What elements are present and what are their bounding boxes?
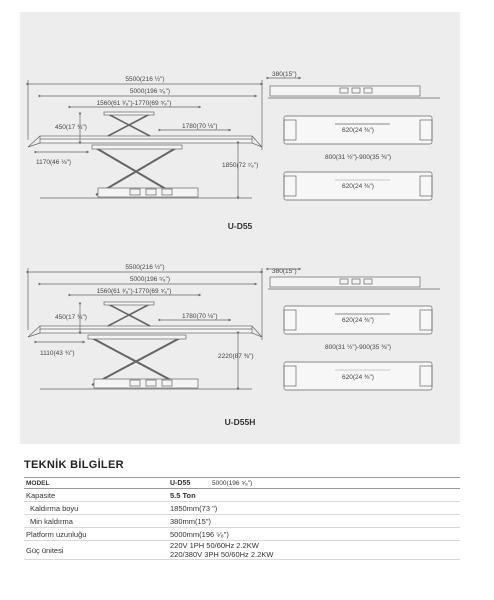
specs-row-value-2: 220/380V 3PH 50/60Hz 2.2KW bbox=[170, 550, 274, 559]
model-label-u-d55: U-D55 bbox=[227, 221, 253, 231]
specs-table bbox=[24, 477, 460, 560]
dim-overall-length-h: 5500(216 ½") bbox=[125, 264, 165, 271]
specs-row bbox=[24, 541, 460, 560]
specs-row-label: Kaldırma boyu bbox=[30, 503, 79, 513]
dim-platform-width-2-h: 620(24 ⅜") bbox=[342, 374, 374, 381]
specs-row-label: Platform uzunluğu bbox=[26, 529, 87, 539]
dim-span-h: 1560(61 ³⁄₈")-1770(69 ⁵⁄₈") bbox=[96, 288, 172, 295]
dim-track-spacing: 800(31 ½")-900(35 ⅜") bbox=[324, 154, 392, 161]
side-view-u-d55 bbox=[28, 80, 262, 198]
dim-platform-length-h: 5000(196 ⁵⁄₈") bbox=[129, 276, 171, 283]
dim-arm-offset: 1780(70 ⅛") bbox=[182, 123, 218, 130]
specs-row bbox=[24, 528, 460, 541]
dim-track-spacing-h: 800(31 ½")-900(35 ⅜") bbox=[324, 344, 392, 351]
dim-low-height-h: 450(17 ¾") bbox=[55, 314, 87, 321]
dim-platform-width-1-h: 620(24 ⅜") bbox=[342, 317, 374, 324]
specs-row-value: 5000mm(196 ⁵⁄₈") bbox=[170, 529, 229, 539]
specs-row bbox=[24, 489, 460, 502]
dim-min-height-top-h: 380(15") bbox=[272, 268, 297, 275]
dim-min-height-top: 380(15") bbox=[272, 71, 297, 78]
dim-overall-length: 5500(216 ½") bbox=[125, 76, 165, 83]
specs-row-label: Kapasite bbox=[26, 490, 56, 500]
dim-arm-offset-h: 1780(70 ⅛") bbox=[182, 313, 218, 320]
plan-view-u-d55 bbox=[268, 78, 440, 200]
dim-platform-width-1: 620(24 ⅜") bbox=[342, 127, 374, 134]
dim-base-width-h: 1110(43 ¾") bbox=[40, 350, 75, 357]
dim-lift-height: 1850(72 ⁷⁄₈") bbox=[222, 162, 259, 169]
dim-base-width: 1170(46 ⅛") bbox=[36, 159, 72, 166]
specs-model-row bbox=[24, 478, 460, 489]
specs-row bbox=[24, 502, 460, 515]
model-label-u-d55h: U-D55H bbox=[224, 417, 256, 427]
specs-model-label: MODEL bbox=[24, 478, 164, 489]
plan-view-u-d55h bbox=[268, 269, 440, 390]
specs-row-value: 220V 1PH 50/60Hz 2.2KW bbox=[170, 541, 259, 550]
specs-row bbox=[24, 515, 460, 528]
specs-row-label: Güç ünitesi bbox=[26, 545, 64, 555]
side-view-u-d55h bbox=[28, 268, 262, 389]
specs-row-value: 1850mm(73 ") bbox=[170, 503, 218, 513]
specs-row-value: 380mm(15") bbox=[170, 516, 212, 526]
specs-model-value: U-D55 bbox=[170, 479, 191, 487]
specs-row-value: 5.5 Ton bbox=[170, 490, 196, 500]
dim-platform-width-2: 620(24 ⅜") bbox=[342, 183, 374, 190]
tech-specs-title: TEKNİK BİLGİLER bbox=[24, 459, 124, 471]
specs-model-length: 5000(196 ⁵⁄₈") bbox=[212, 479, 253, 487]
specs-row-label: Min kaldırma bbox=[30, 516, 73, 526]
dim-low-height: 450(17 ¾") bbox=[55, 124, 87, 131]
dim-platform-length: 5000(196 ⁵⁄₈") bbox=[129, 88, 171, 95]
dim-span: 1560(61 ³⁄₈")-1770(69 ⁵⁄₈") bbox=[96, 100, 172, 107]
dim-lift-height-h: 2220(87 ⅜") bbox=[218, 353, 254, 360]
